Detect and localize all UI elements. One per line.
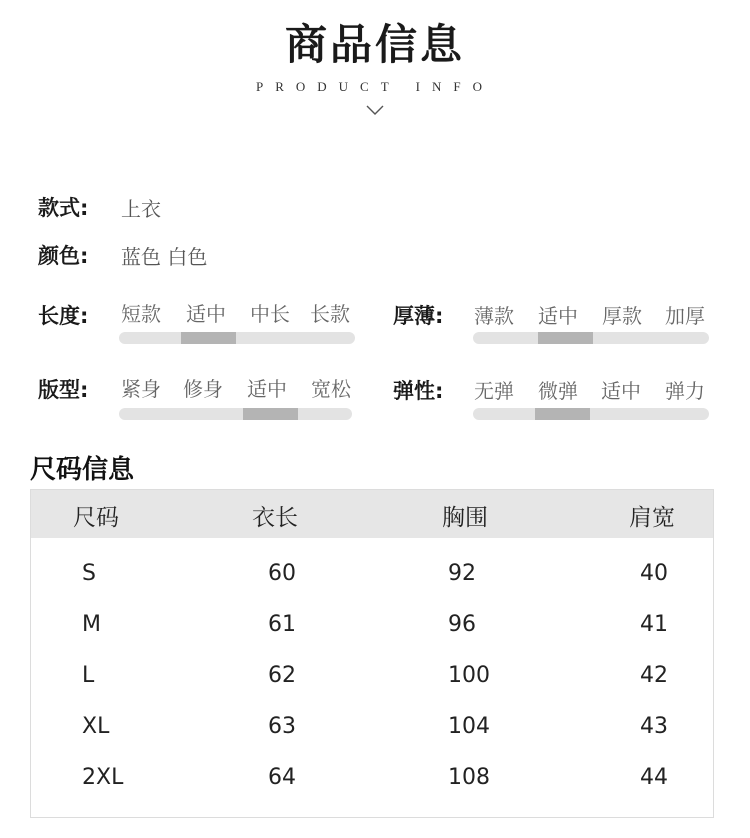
length-bar-fill <box>181 332 236 344</box>
size-table <box>30 489 714 818</box>
cell-size: S <box>82 561 96 586</box>
length-option: 适中 <box>186 302 226 326</box>
elasticity-bar <box>473 408 709 420</box>
column-header-length: 衣长 <box>252 505 298 531</box>
cell-shoulder: 40 <box>640 561 668 586</box>
fit-bar <box>119 408 352 420</box>
color-value: 蓝色 白色 <box>121 245 208 269</box>
column-header-size: 尺码 <box>73 505 119 531</box>
thickness-option: 加厚 <box>665 304 705 328</box>
cell-chest: 96 <box>448 612 476 637</box>
thickness-bar-fill <box>538 332 593 344</box>
cell-length: 60 <box>268 561 296 586</box>
column-header-shoulder: 肩宽 <box>629 505 675 531</box>
fit-option: 适中 <box>247 377 287 401</box>
fit-label: 版型: <box>38 378 89 402</box>
length-option: 中长 <box>250 302 290 326</box>
cell-length: 61 <box>268 612 296 637</box>
page-title: 商品信息 <box>284 20 465 69</box>
cell-chest: 108 <box>448 765 490 790</box>
elasticity-option: 无弹 <box>474 379 514 403</box>
thickness-option: 厚款 <box>602 304 642 328</box>
cell-length: 64 <box>268 765 296 790</box>
fit-option: 紧身 <box>121 377 161 401</box>
elasticity-option: 微弹 <box>538 379 578 403</box>
fit-option: 宽松 <box>311 377 351 401</box>
column-header-chest: 胸围 <box>442 505 488 531</box>
cell-size: 2XL <box>82 765 124 790</box>
cell-size: L <box>82 663 95 688</box>
length-label: 长度: <box>38 304 89 328</box>
chevron-down-icon <box>366 101 384 119</box>
color-label: 颜色: <box>38 244 89 268</box>
style-value: 上衣 <box>121 197 161 221</box>
style-label: 款式: <box>38 196 89 220</box>
length-option: 短款 <box>121 302 161 326</box>
cell-shoulder: 42 <box>640 663 668 688</box>
fit-option: 修身 <box>183 377 223 401</box>
cell-size: XL <box>82 714 110 739</box>
fit-bar-fill <box>243 408 298 420</box>
length-bar <box>119 332 355 344</box>
size-info-title: 尺码信息 <box>30 455 135 485</box>
cell-size: M <box>82 612 101 637</box>
cell-chest: 92 <box>448 561 476 586</box>
length-option: 长款 <box>310 302 350 326</box>
elasticity-option: 弹力 <box>665 379 705 403</box>
page-subtitle: PRODUCT INFO <box>255 79 495 94</box>
cell-length: 62 <box>268 663 296 688</box>
cell-shoulder: 41 <box>640 612 668 637</box>
thickness-option: 适中 <box>538 304 578 328</box>
cell-shoulder: 44 <box>640 765 668 790</box>
size-table-header <box>31 490 713 538</box>
thickness-option: 薄款 <box>474 304 514 328</box>
cell-length: 63 <box>268 714 296 739</box>
cell-chest: 104 <box>448 714 490 739</box>
thickness-bar <box>473 332 709 344</box>
elasticity-bar-fill <box>535 408 590 420</box>
thickness-label: 厚薄: <box>393 304 444 328</box>
cell-chest: 100 <box>448 663 490 688</box>
cell-shoulder: 43 <box>640 714 668 739</box>
elasticity-option: 适中 <box>601 379 641 403</box>
elasticity-label: 弹性: <box>393 379 444 403</box>
